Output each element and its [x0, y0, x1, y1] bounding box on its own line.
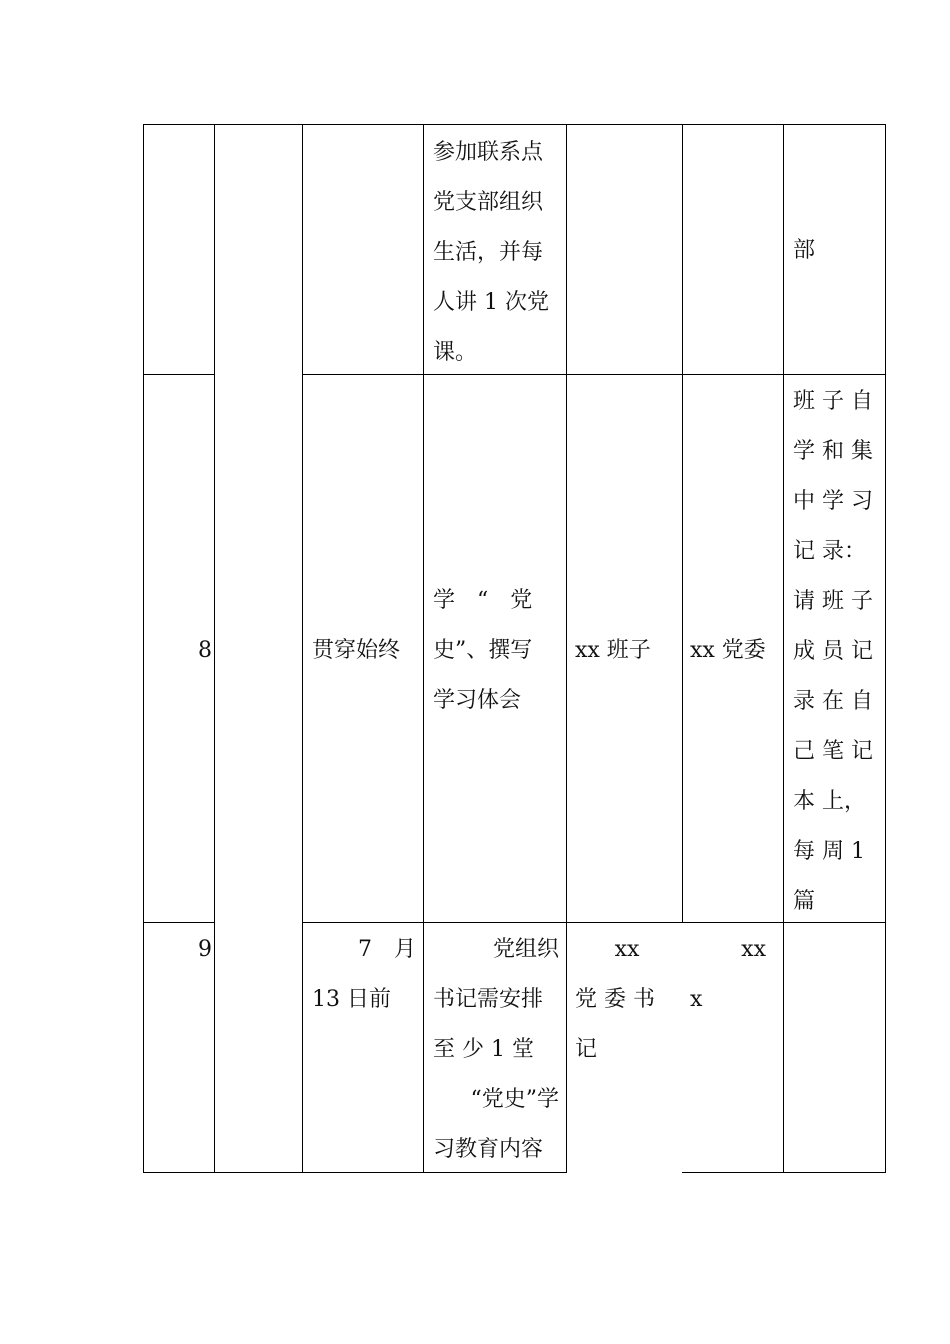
column-divider-6 [783, 124, 784, 1173]
row-9-lead [690, 925, 766, 1025]
row-8-responsible [575, 626, 680, 676]
row-number: 8 [198, 638, 212, 663]
remark-line: 每 周 1 [793, 839, 865, 864]
time-text: 贯穿始终 [312, 638, 401, 663]
content-line: 人讲 1 次党 [433, 290, 549, 315]
row-continued-remark [793, 226, 883, 276]
column-divider-5 [682, 124, 683, 923]
content-line: 习教育内容 [433, 1137, 544, 1162]
row-9-number [150, 925, 212, 975]
row-continued-content [433, 128, 563, 378]
content-line: 党支部组织 [433, 190, 544, 215]
row-divider-2a [143, 922, 215, 923]
remark-line: 篇 [793, 889, 816, 914]
responsible-line: xx [614, 937, 640, 962]
content-line: 至 少 1 堂 [433, 1037, 534, 1062]
time-line: 13 日前 [312, 987, 391, 1012]
content-line: 书记需安排 [433, 987, 544, 1012]
remark-line: 记 录： [793, 539, 866, 564]
responsible-line: 记 [575, 1037, 598, 1062]
remark-line: 本 上， [793, 789, 866, 814]
content-line: 史”、撰写 [433, 638, 533, 663]
lead-text: xx 党委 [690, 638, 766, 663]
row-9-content [433, 925, 559, 1175]
content-line: 学习体会 [433, 688, 522, 713]
content-line: 生活，并每 [433, 240, 544, 265]
remark-line: 班 子 自 [793, 389, 873, 414]
row-divider-1b [302, 374, 886, 375]
row-8-time [312, 626, 422, 676]
responsible-text: xx 班子 [575, 638, 651, 663]
remark-line: 学 和 集 [793, 439, 873, 464]
row-number: 9 [198, 937, 212, 962]
remark-line: 请 班 子 [793, 589, 873, 614]
row-9-time [312, 925, 416, 1025]
column-divider-2 [302, 124, 303, 1173]
table-border-left [143, 124, 144, 1173]
row-divider-1a [143, 374, 215, 375]
table-border-bottom-b [682, 1172, 886, 1173]
row-8-number [150, 626, 212, 676]
table-border-top [143, 124, 886, 125]
row-9-responsible [575, 925, 679, 1075]
remark-line: 成 员 记 [793, 639, 873, 664]
remark-line: 中 学 习 [793, 489, 873, 514]
row-8-lead [690, 626, 782, 676]
content-line: 课。 [433, 340, 478, 365]
row-8-content [433, 576, 563, 726]
column-divider-3 [423, 124, 424, 1173]
table-border-right [885, 124, 886, 1173]
lead-line: x [690, 987, 703, 1012]
row-8-remark [793, 377, 883, 927]
content-line: 党组织 [492, 937, 559, 962]
column-divider-4 [566, 124, 567, 1173]
column-divider-1 [214, 124, 215, 1173]
remark-text: 部 [793, 238, 816, 263]
content-line: “党史”学 [470, 1087, 559, 1112]
content-line: 参加联系点 [433, 140, 544, 165]
content-line: 学 “ 党 [433, 588, 533, 613]
remark-line: 录 在 自 [793, 689, 873, 714]
responsible-line: 党 委 书 [575, 987, 655, 1012]
lead-line: xx [741, 937, 766, 962]
time-line: 7 月 [358, 937, 416, 962]
remark-line: 己 笔 记 [793, 739, 873, 764]
